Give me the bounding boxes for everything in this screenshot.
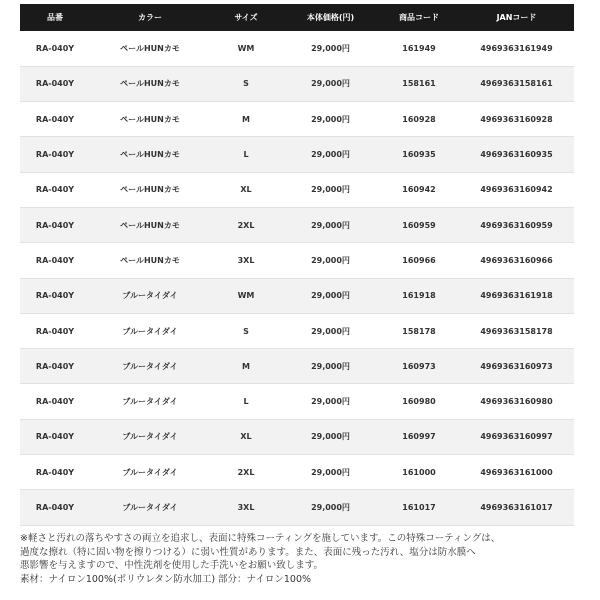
cell-product-code: 160980 bbox=[379, 384, 459, 419]
cell-product-code: 161017 bbox=[379, 490, 459, 525]
cell-color: ブルータイダイ bbox=[90, 419, 210, 454]
cell-size: 3XL bbox=[210, 243, 282, 278]
cell-product-code: 158178 bbox=[379, 313, 459, 348]
cell-size: XL bbox=[210, 419, 282, 454]
cell-part-number: RA-040Y bbox=[20, 102, 90, 137]
cell-part-number: RA-040Y bbox=[20, 349, 90, 384]
header-price: 本体価格(円) bbox=[282, 4, 379, 31]
header-product-code: 商品コード bbox=[379, 4, 459, 31]
cell-price: 29,000円 bbox=[282, 419, 379, 454]
cell-part-number: RA-040Y bbox=[20, 243, 90, 278]
notes-section bbox=[20, 532, 590, 586]
care-note-line-3: 悪影響を与えますので、中性洗剤を使用した手洗いをお願い致します。 bbox=[20, 560, 324, 571]
cell-price: 29,000円 bbox=[282, 243, 379, 278]
cell-product-code: 158161 bbox=[379, 66, 459, 101]
cell-price: 29,000円 bbox=[282, 313, 379, 348]
table-row bbox=[20, 455, 574, 490]
table-row bbox=[20, 278, 574, 313]
care-note-line-1: ※軽さと汚れの落ちやすさの両立を追求し、表面に特殊コーティングを施しています。この特殊コーティングは、 bbox=[20, 533, 501, 544]
care-note-line-2: 過度な擦れ（特に固い物を擦りつける）に弱い性質があります。また、表面に残った汚れ、塩分は防水膜へ bbox=[20, 546, 476, 558]
cell-price: 29,000円 bbox=[282, 349, 379, 384]
cell-color: ブルータイダイ bbox=[90, 313, 210, 348]
cell-size: L bbox=[210, 137, 282, 172]
table-row bbox=[20, 349, 574, 384]
cell-size: 2XL bbox=[210, 207, 282, 242]
cell-size: 3XL bbox=[210, 490, 282, 525]
cell-size: WM bbox=[210, 31, 282, 66]
table-row bbox=[20, 384, 574, 419]
cell-size: XL bbox=[210, 172, 282, 207]
table-row bbox=[20, 31, 574, 66]
cell-jan-code: 4969363160942 bbox=[459, 172, 574, 207]
cell-color: ペールHUNカモ bbox=[90, 31, 210, 66]
cell-part-number: RA-040Y bbox=[20, 207, 90, 242]
cell-color: ペールHUNカモ bbox=[90, 102, 210, 137]
cell-jan-code: 4969363160997 bbox=[459, 419, 574, 454]
cell-part-number: RA-040Y bbox=[20, 490, 90, 525]
cell-price: 29,000円 bbox=[282, 31, 379, 66]
table-row bbox=[20, 243, 574, 278]
cell-size: M bbox=[210, 102, 282, 137]
cell-color: ブルータイダイ bbox=[90, 490, 210, 525]
cell-jan-code: 4969363161918 bbox=[459, 278, 574, 313]
table-row bbox=[20, 137, 574, 172]
cell-jan-code: 4969363160980 bbox=[459, 384, 574, 419]
cell-size: M bbox=[210, 349, 282, 384]
cell-product-code: 160973 bbox=[379, 349, 459, 384]
header-row bbox=[20, 4, 574, 31]
cell-color: ブルータイダイ bbox=[90, 278, 210, 313]
header-size: サイズ bbox=[210, 4, 282, 31]
cell-part-number: RA-040Y bbox=[20, 384, 90, 419]
cell-price: 29,000円 bbox=[282, 137, 379, 172]
cell-part-number: RA-040Y bbox=[20, 419, 90, 454]
cell-color: ブルータイダイ bbox=[90, 349, 210, 384]
material-note: 素材：ナイロン100%(ポリウレタン防水加工) 部分：ナイロン100% bbox=[20, 573, 312, 585]
cell-part-number: RA-040Y bbox=[20, 31, 90, 66]
table-header bbox=[20, 4, 574, 31]
cell-product-code: 160966 bbox=[379, 243, 459, 278]
cell-jan-code: 4969363161017 bbox=[459, 490, 574, 525]
table-row bbox=[20, 207, 574, 242]
cell-color: ペールHUNカモ bbox=[90, 207, 210, 242]
cell-part-number: RA-040Y bbox=[20, 278, 90, 313]
cell-price: 29,000円 bbox=[282, 207, 379, 242]
cell-color: ブルータイダイ bbox=[90, 455, 210, 490]
cell-price: 29,000円 bbox=[282, 66, 379, 101]
cell-part-number: RA-040Y bbox=[20, 172, 90, 207]
cell-color: ブルータイダイ bbox=[90, 384, 210, 419]
cell-jan-code: 4969363158178 bbox=[459, 313, 574, 348]
table-row bbox=[20, 490, 574, 525]
header-part-number: 品番 bbox=[20, 4, 90, 31]
cell-jan-code: 4969363161000 bbox=[459, 455, 574, 490]
cell-product-code: 161918 bbox=[379, 278, 459, 313]
cell-size: WM bbox=[210, 278, 282, 313]
product-spec-table bbox=[20, 4, 574, 526]
cell-jan-code: 4969363160966 bbox=[459, 243, 574, 278]
cell-jan-code: 4969363160959 bbox=[459, 207, 574, 242]
table-row bbox=[20, 102, 574, 137]
cell-jan-code: 4969363160973 bbox=[459, 349, 574, 384]
cell-product-code: 161000 bbox=[379, 455, 459, 490]
cell-part-number: RA-040Y bbox=[20, 313, 90, 348]
cell-size: S bbox=[210, 313, 282, 348]
cell-product-code: 160928 bbox=[379, 102, 459, 137]
table-row bbox=[20, 313, 574, 348]
table-row bbox=[20, 66, 574, 101]
cell-size: L bbox=[210, 384, 282, 419]
table-row bbox=[20, 172, 574, 207]
cell-color: ペールHUNカモ bbox=[90, 243, 210, 278]
header-color: カラー bbox=[90, 4, 210, 31]
cell-product-code: 160959 bbox=[379, 207, 459, 242]
cell-part-number: RA-040Y bbox=[20, 137, 90, 172]
cell-price: 29,000円 bbox=[282, 102, 379, 137]
cell-jan-code: 4969363158161 bbox=[459, 66, 574, 101]
cell-color: ペールHUNカモ bbox=[90, 66, 210, 101]
cell-jan-code: 4969363160928 bbox=[459, 102, 574, 137]
cell-price: 29,000円 bbox=[282, 172, 379, 207]
cell-part-number: RA-040Y bbox=[20, 455, 90, 490]
cell-size: 2XL bbox=[210, 455, 282, 490]
cell-price: 29,000円 bbox=[282, 455, 379, 490]
cell-size: S bbox=[210, 66, 282, 101]
cell-price: 29,000円 bbox=[282, 278, 379, 313]
cell-price: 29,000円 bbox=[282, 490, 379, 525]
cell-product-code: 160942 bbox=[379, 172, 459, 207]
cell-product-code: 160997 bbox=[379, 419, 459, 454]
table-row bbox=[20, 419, 574, 454]
cell-jan-code: 4969363161949 bbox=[459, 31, 574, 66]
header-jan-code: JANコード bbox=[459, 4, 574, 31]
cell-color: ペールHUNカモ bbox=[90, 172, 210, 207]
cell-price: 29,000円 bbox=[282, 384, 379, 419]
cell-jan-code: 4969363160935 bbox=[459, 137, 574, 172]
cell-product-code: 160935 bbox=[379, 137, 459, 172]
cell-color: ペールHUNカモ bbox=[90, 137, 210, 172]
cell-part-number: RA-040Y bbox=[20, 66, 90, 101]
cell-product-code: 161949 bbox=[379, 31, 459, 66]
table-body bbox=[20, 31, 574, 525]
